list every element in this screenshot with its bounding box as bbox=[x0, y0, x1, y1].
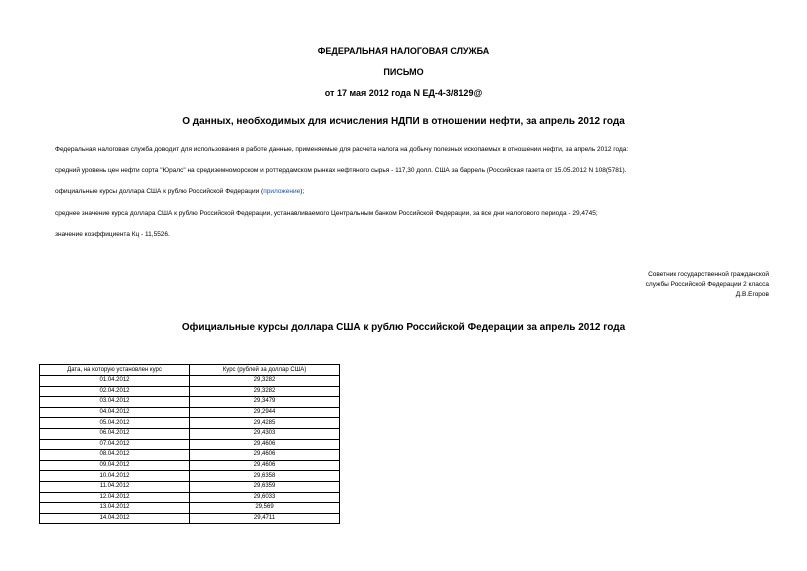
cell-date: 14.04.2012 bbox=[40, 513, 190, 524]
cell-date: 13.04.2012 bbox=[40, 503, 190, 514]
table-row bbox=[40, 407, 340, 418]
cell-date: 12.04.2012 bbox=[40, 492, 190, 503]
cell-date: 04.04.2012 bbox=[40, 407, 190, 418]
cell-rate: 29,2944 bbox=[190, 407, 340, 418]
table-row bbox=[40, 460, 340, 471]
table-header-row bbox=[40, 365, 340, 376]
cell-rate: 29,6358 bbox=[190, 471, 340, 482]
cell-rate: 29,4606 bbox=[190, 450, 340, 461]
cell-date: 05.04.2012 bbox=[40, 418, 190, 429]
cell-date: 07.04.2012 bbox=[40, 439, 190, 450]
table-row bbox=[40, 418, 340, 429]
cell-rate: 29,6033 bbox=[190, 492, 340, 503]
cell-rate: 29,3282 bbox=[190, 386, 340, 397]
cell-date: 01.04.2012 bbox=[40, 376, 190, 387]
cell-rate: 29,6359 bbox=[190, 481, 340, 492]
cell-rate: 29,4606 bbox=[190, 460, 340, 471]
cell-date: 06.04.2012 bbox=[40, 428, 190, 439]
table-body bbox=[40, 376, 340, 524]
exchange-rate-table bbox=[39, 364, 340, 524]
signature-block bbox=[646, 270, 769, 300]
paragraph-exchange-rates-end: ); bbox=[300, 188, 305, 195]
signature-title-line2: службы Российской Федерации 2 класса bbox=[645, 281, 769, 288]
cell-rate: 29,4285 bbox=[190, 418, 340, 429]
paragraph-exchange-rates-text: официальные курсы доллара США к рублю Российской Федерации ( bbox=[55, 188, 264, 195]
table-row bbox=[40, 450, 340, 461]
paragraph-exchange-rates bbox=[55, 188, 304, 195]
column-header-rate: Курс (рублей за доллар США) bbox=[190, 365, 340, 376]
table-row bbox=[40, 492, 340, 503]
appendix-link[interactable]: приложение bbox=[263, 188, 301, 195]
agency-name: ФЕДЕРАЛЬНАЯ НАЛОГОВАЯ СЛУЖБА bbox=[317, 46, 490, 56]
appendix-title: Официальные курсы доллара США к рублю Российской Федерации за апрель 2012 года bbox=[181, 322, 626, 333]
cell-date: 03.04.2012 bbox=[40, 397, 190, 408]
paragraph-oil-price: средний уровень цен нефти сорта "Юралс" на средиземноморском и роттердамском рынках нефтяного сырья - 117,30 долл. США за баррель (Российская газета от 15.05.2012 N 108(5781). bbox=[55, 167, 627, 174]
document-type: ПИСЬМО bbox=[383, 67, 424, 77]
cell-date: 09.04.2012 bbox=[40, 460, 190, 471]
document-reference: от 17 мая 2012 года N ЕД-4-3/8129@ bbox=[324, 88, 483, 98]
cell-date: 08.04.2012 bbox=[40, 450, 190, 461]
cell-rate: 29,3479 bbox=[190, 397, 340, 408]
table-row bbox=[40, 376, 340, 387]
document-subject: О данных, необходимых для исчисления НДПИ в отношении нефти, за апрель 2012 года bbox=[182, 116, 625, 127]
cell-rate: 29,3282 bbox=[190, 376, 340, 387]
paragraph-average-rate: среднее значение курса доллара США к рублю Российской Федерации, устанавливаемого Центральным банком Российской Федерации, за все дни налогового периода - 29,4745; bbox=[55, 210, 598, 217]
paragraph-intro: Федеральная налоговая служба доводит для использования в работе данные, применяемые для расчета налога на добычу полезных ископаемых в отношении нефти, за апрель 2012 года: bbox=[55, 146, 629, 153]
column-header-date: Дата, на которую установлен курс bbox=[40, 365, 190, 376]
cell-date: 02.04.2012 bbox=[40, 386, 190, 397]
signature-name: Д.В.Егоров bbox=[735, 291, 769, 298]
table-row bbox=[40, 503, 340, 514]
table-row bbox=[40, 471, 340, 482]
cell-date: 10.04.2012 bbox=[40, 471, 190, 482]
cell-date: 11.04.2012 bbox=[40, 481, 190, 492]
table-row bbox=[40, 513, 340, 524]
table-row bbox=[40, 386, 340, 397]
cell-rate: 29,4303 bbox=[190, 428, 340, 439]
paragraph-coefficient: значение коэффициента Кц - 11,5526. bbox=[55, 231, 170, 238]
cell-rate: 29,569 bbox=[190, 503, 340, 514]
cell-rate: 29,4711 bbox=[190, 513, 340, 524]
table-row bbox=[40, 397, 340, 408]
table-row bbox=[40, 428, 340, 439]
cell-rate: 29,4606 bbox=[190, 439, 340, 450]
table-row bbox=[40, 439, 340, 450]
table-row bbox=[40, 481, 340, 492]
signature-title-line1: Советник государственной гражданской bbox=[648, 271, 769, 278]
